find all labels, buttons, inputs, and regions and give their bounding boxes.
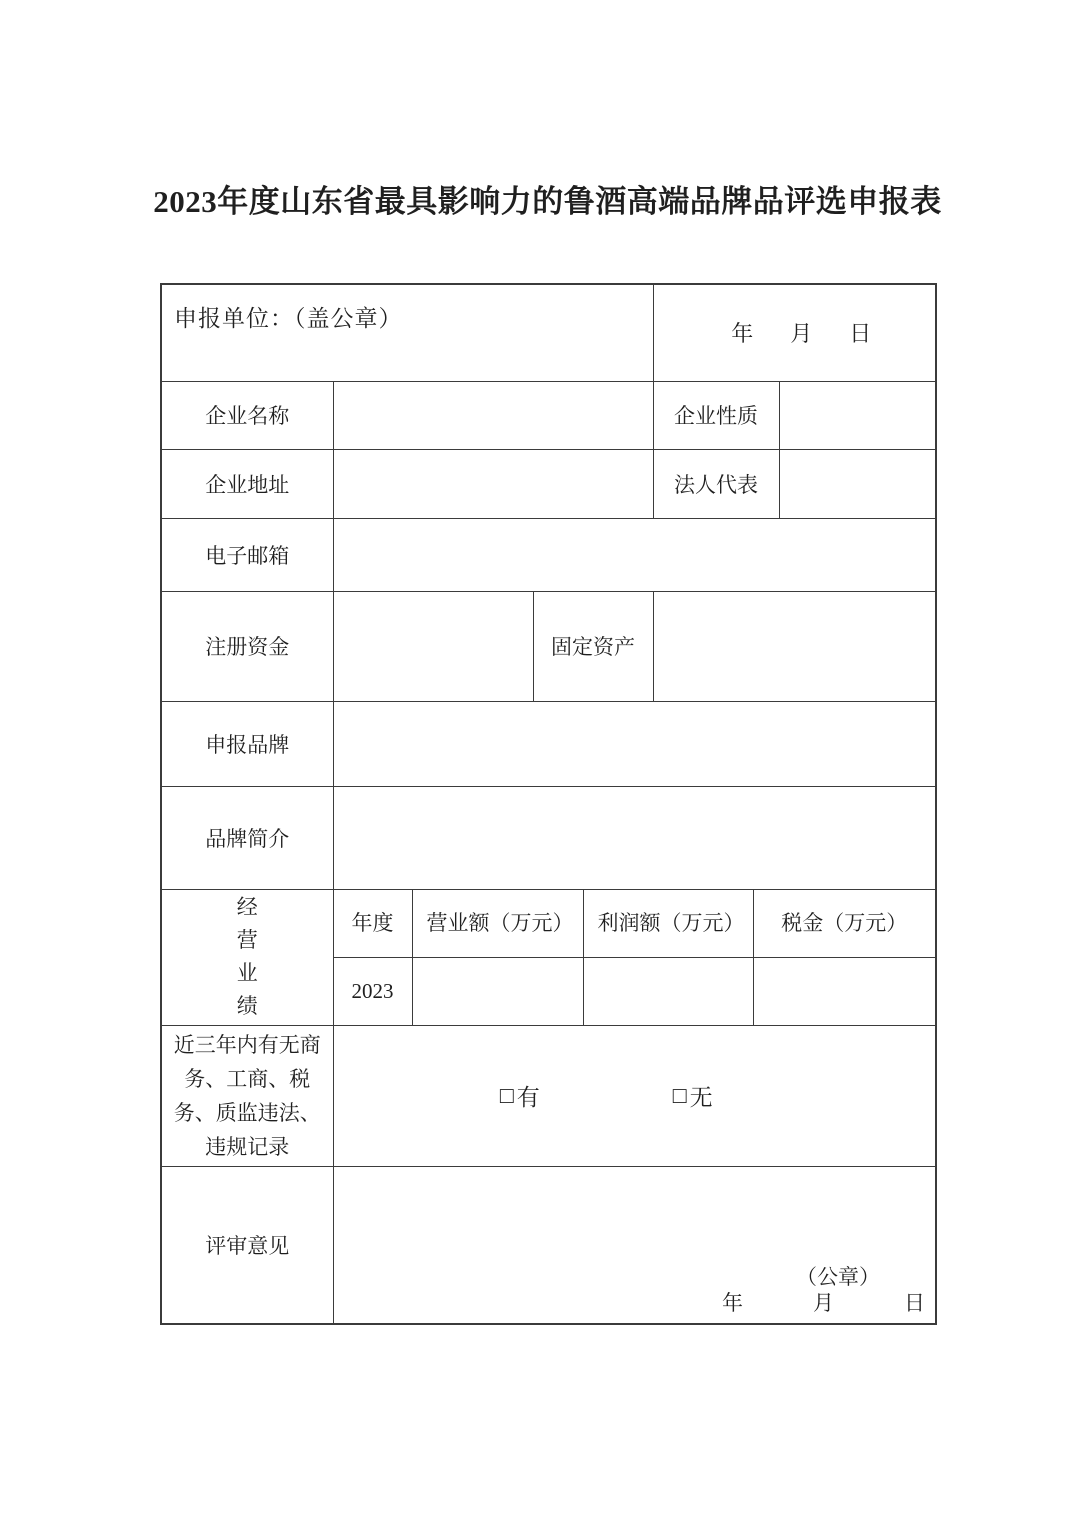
violation-no-label: 无 [689,1085,713,1110]
header-date [654,317,936,348]
table-row [161,449,936,518]
table-row [161,518,936,591]
performance-col-revenue: 营业额（万元） [412,889,583,957]
email-field[interactable] [333,518,936,591]
review-footer [334,1264,936,1317]
review-date [334,1290,936,1317]
company-nature-field[interactable] [779,381,936,449]
performance-section-label [161,889,333,1025]
fixed-assets-label: 固定资产 [533,591,653,701]
violations-label: 近三年内有无商务、工商、税务、质监违法、违规记录 [161,1025,333,1166]
company-name-label: 企业名称 [161,381,333,449]
violation-yes-label: 有 [516,1085,540,1110]
performance-col-year: 年度 [333,889,412,957]
checkbox-icon: □ [672,1082,687,1108]
table-row [161,701,936,786]
day-label: 日 [904,1291,926,1315]
violations-options [334,1079,880,1112]
company-address-label: 企业地址 [161,449,333,518]
table-row [161,381,936,449]
performance-char: 经 [236,895,258,919]
declared-brand-label: 申报品牌 [161,701,333,786]
table-row [161,284,936,381]
checkbox-icon: □ [499,1082,514,1108]
table-row [161,1025,936,1166]
performance-char: 营 [236,928,258,952]
violation-option-no[interactable] [673,1079,713,1112]
legal-representative-label: 法人代表 [653,449,779,518]
performance-tax-field[interactable] [753,957,936,1025]
company-name-field[interactable] [333,381,653,449]
table-row [161,889,936,957]
registered-capital-field[interactable] [333,591,533,701]
company-address-field[interactable] [333,449,653,518]
page-title: 2023年度山东省最具影响力的鲁酒高端品牌品评选申报表 [153,184,942,219]
seal-note: （公章） [796,1265,881,1289]
company-nature-label: 企业性质 [653,381,779,449]
fixed-assets-field[interactable] [653,591,936,701]
year-label: 年 [731,321,754,347]
registered-capital-label: 注册资金 [161,591,333,701]
brand-profile-label: 品牌简介 [161,786,333,889]
table-row [161,591,936,701]
performance-profit-field[interactable] [583,957,753,1025]
performance-col-profit: 利润额（万元） [583,889,753,957]
performance-year-value: 2023 [333,957,412,1025]
declaring-unit-label: 申报单位：（盖公章） [174,306,403,331]
application-form-table [160,283,937,1325]
violations-options-cell [333,1025,936,1166]
table-row [161,1166,936,1324]
declaring-unit-cell[interactable] [161,284,653,381]
declared-brand-field[interactable] [333,701,936,786]
header-date-cell[interactable] [653,284,936,381]
brand-profile-field[interactable] [333,786,936,889]
performance-char: 业 [236,961,258,985]
day-label: 日 [849,321,872,347]
month-label: 月 [790,321,813,347]
performance-col-tax: 税金（万元） [753,889,936,957]
year-label: 年 [722,1291,744,1315]
email-label: 电子邮箱 [161,518,333,591]
month-label: 月 [813,1291,835,1315]
table-row [161,786,936,889]
review-opinion-field[interactable] [333,1166,936,1324]
violation-option-yes[interactable] [500,1079,540,1112]
performance-char: 绩 [236,994,258,1018]
legal-representative-field[interactable] [779,449,936,518]
review-opinion-label: 评审意见 [161,1166,333,1324]
performance-revenue-field[interactable] [412,957,583,1025]
